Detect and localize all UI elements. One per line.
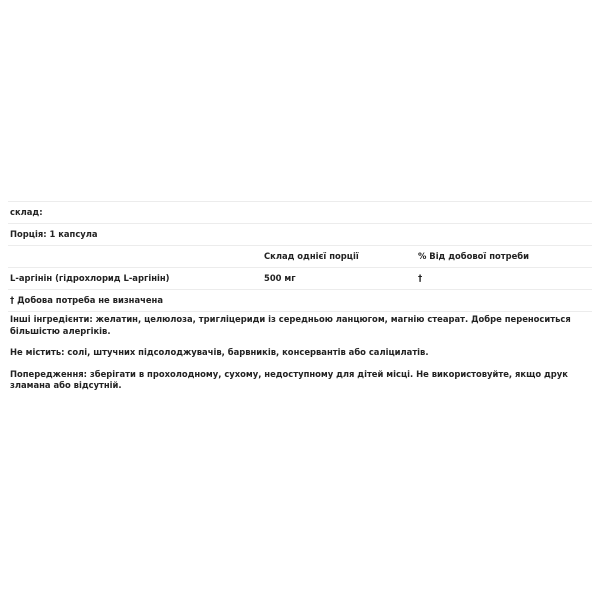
does-not-contain-text: Не містить: солі, штучних підсолоджувачів, барвників, консервантів або саліцилатів. [10,347,429,357]
ingredient-daily-value: † [418,273,423,283]
warning-text: Попередження: зберігати в прохолодному, сухому, недоступному для дітей місці. Не використовуйте, якщо друк зламана або відсутній. [10,368,568,390]
facts-title: склад: [10,207,43,217]
serving-size-row [8,223,592,245]
facts-title-row [8,201,592,223]
header-amount-per-serving: Склад однієї порції [264,251,359,261]
ingredient-name: L-аргінін (гідрохлорид L-аргінін) [10,273,170,283]
other-ingredients-text: Інші інгредієнти: желатин, целюлоза, тригліцериди із середньою ланцюгом, магнію стеарат. Добре переноситься більшістю алергіків. [10,314,571,336]
table-header-row [8,245,592,267]
daily-value-footnote: † Добова потреба не визначена [10,295,163,305]
footnote-row [8,289,592,312]
product-notes [8,314,592,402]
header-daily-value: % Від добової потреби [418,251,529,261]
ingredient-amount: 500 мг [264,273,296,283]
serving-size: Порція: 1 капсула [10,229,98,239]
table-row [8,267,592,289]
supplement-facts-table [8,201,592,312]
